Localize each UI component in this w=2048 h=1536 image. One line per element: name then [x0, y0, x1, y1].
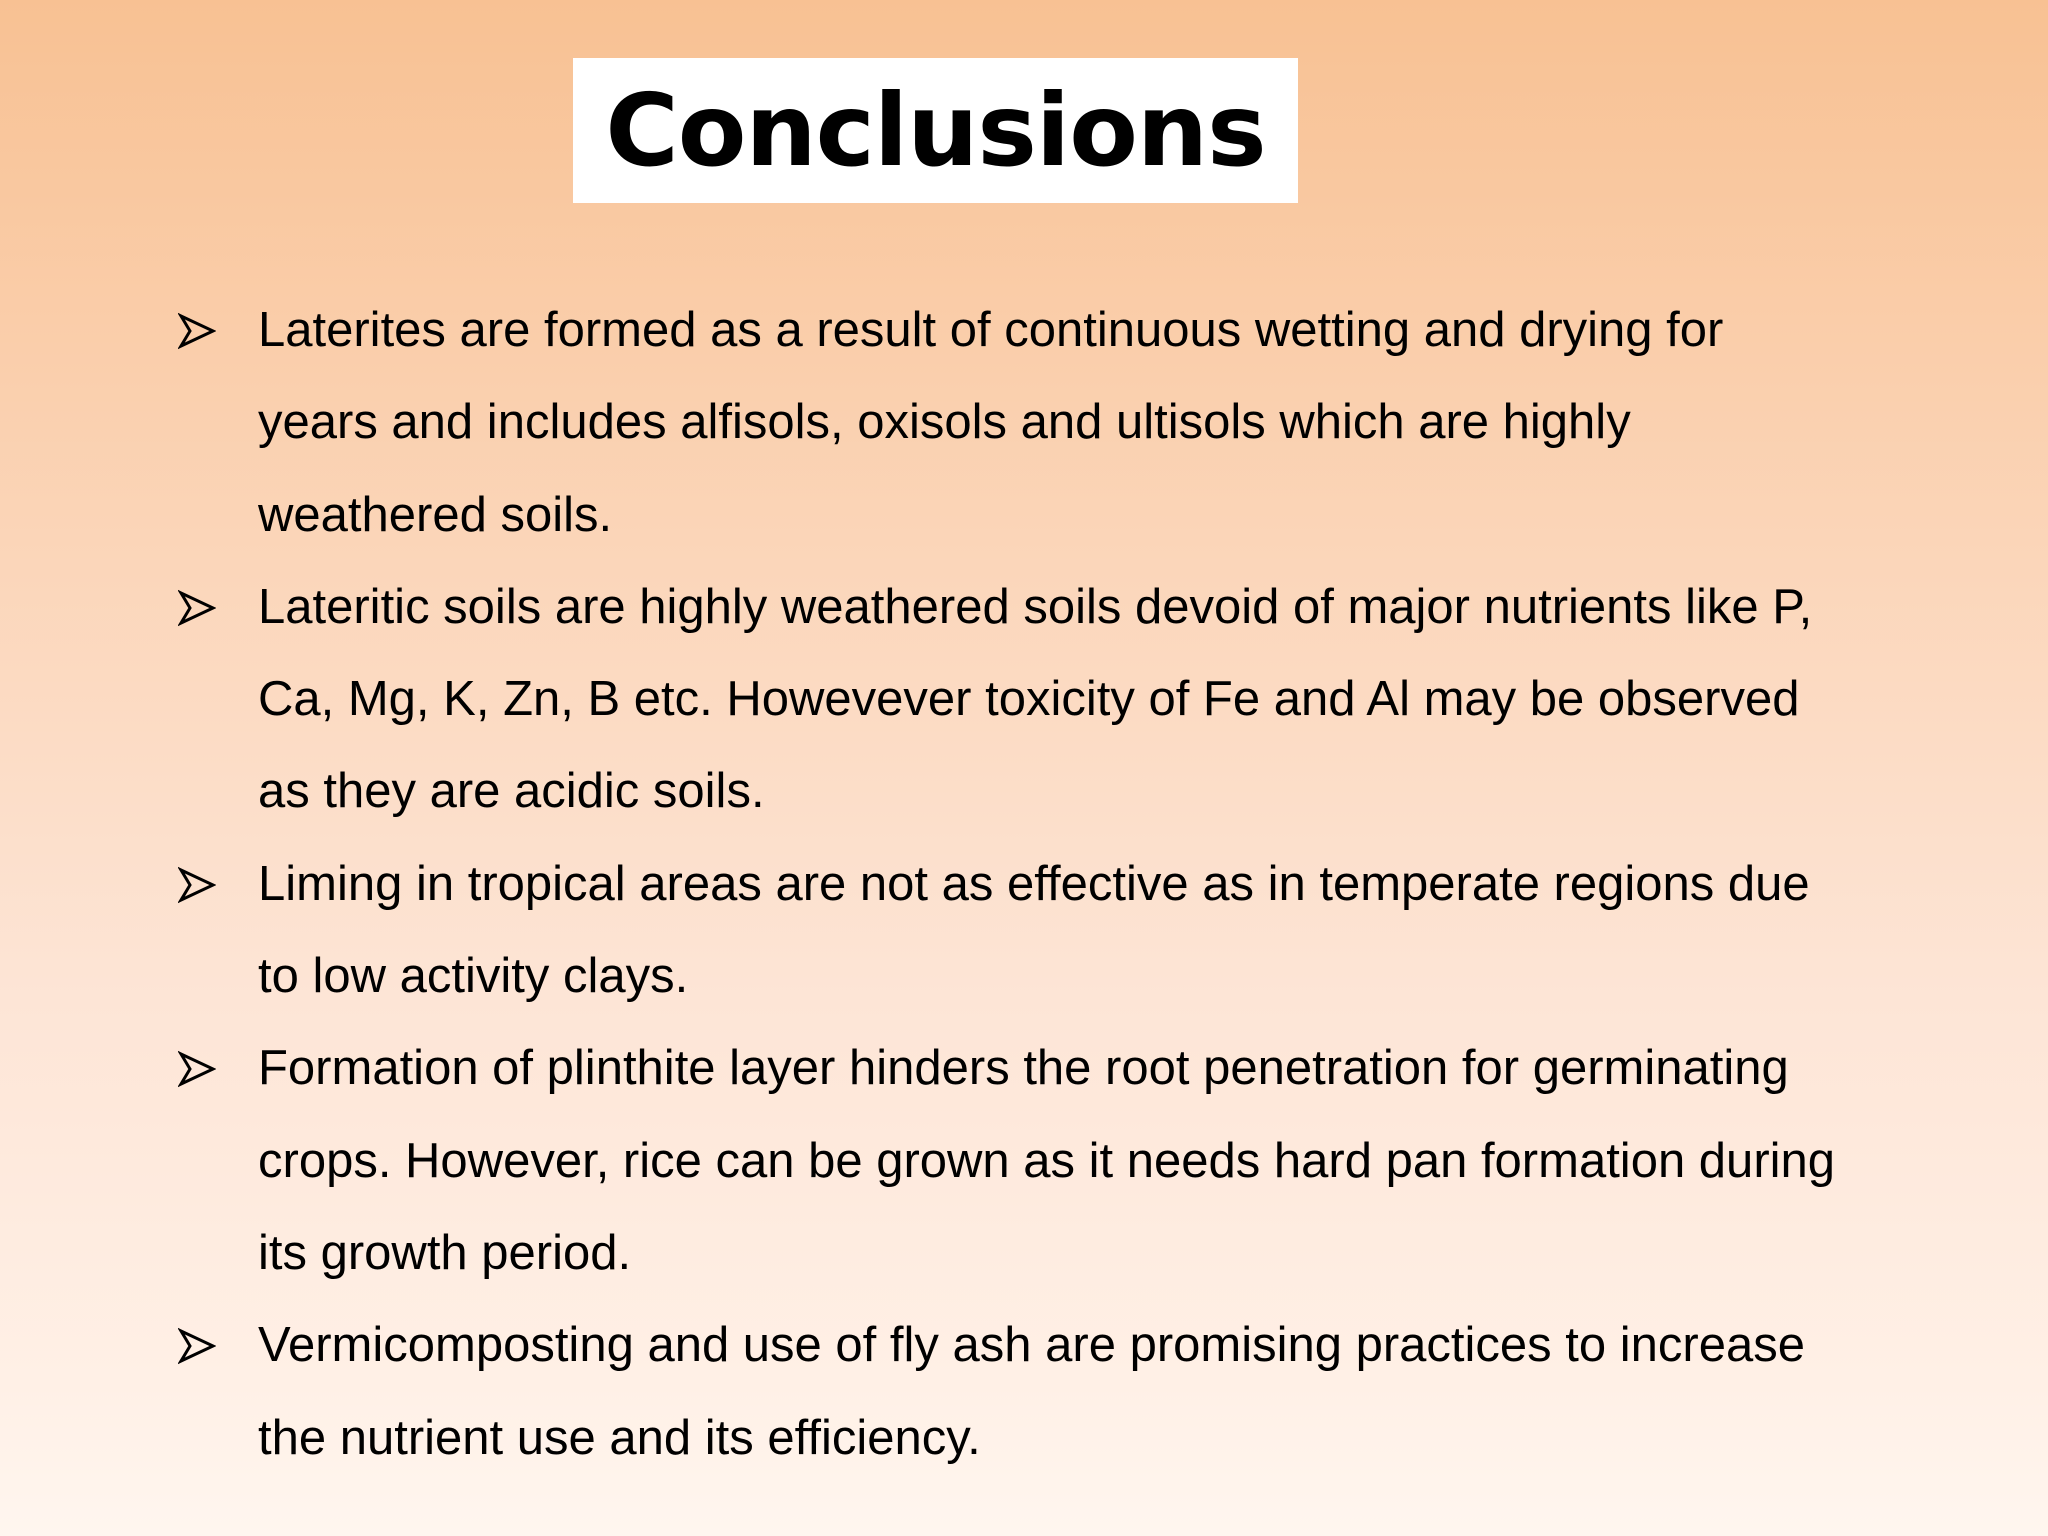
bullet-text-line: its growth period.	[258, 1225, 632, 1280]
bullet-item	[178, 838, 1938, 1023]
bullet-item	[178, 284, 1938, 561]
bullet-text-line: Ca, Mg, K, Zn, B etc. Howevever toxicity of Fe and Al may be observed	[258, 672, 1800, 727]
bullet-text-line: years and includes alfisols, oxisols and ultisols which are highly	[258, 395, 1631, 450]
title-box	[573, 58, 1298, 203]
bullet-text-line: weathered soils.	[258, 487, 613, 542]
bullet-text-line: as they are acidic soils.	[258, 764, 765, 819]
arrowhead-bullet-icon	[178, 1050, 216, 1088]
bullet-text-line: Formation of plinthite layer hinders the root penetration for germinating	[258, 1041, 1789, 1096]
bullet-text-line: Vermicomposting and use of fly ash are promising practices to increase	[258, 1318, 1805, 1373]
bullet-text-line: Liming in tropical areas are not as effective as in temperate regions due	[258, 856, 1810, 911]
bullet-list	[178, 284, 1938, 1484]
slide-title: Conclusions	[605, 71, 1266, 189]
arrowhead-bullet-icon	[178, 1327, 216, 1365]
bullet-item	[178, 1022, 1938, 1299]
arrowhead-bullet-icon	[178, 589, 216, 627]
arrowhead-bullet-icon	[178, 312, 216, 350]
bullet-item	[178, 1299, 1938, 1484]
bullet-item	[178, 561, 1938, 838]
bullet-text-line: to low activity clays.	[258, 949, 689, 1004]
bullet-text-line: Lateritic soils are highly weathered soils devoid of major nutrients like P,	[258, 579, 1813, 634]
arrowhead-bullet-icon	[178, 866, 216, 904]
bullet-text-line: Laterites are formed as a result of continuous wetting and drying for	[258, 303, 1724, 357]
bullet-text-line: crops. However, rice can be grown as it needs hard pan formation during	[258, 1133, 1836, 1188]
bullet-text-line: the nutrient use and its efficiency.	[258, 1410, 981, 1465]
